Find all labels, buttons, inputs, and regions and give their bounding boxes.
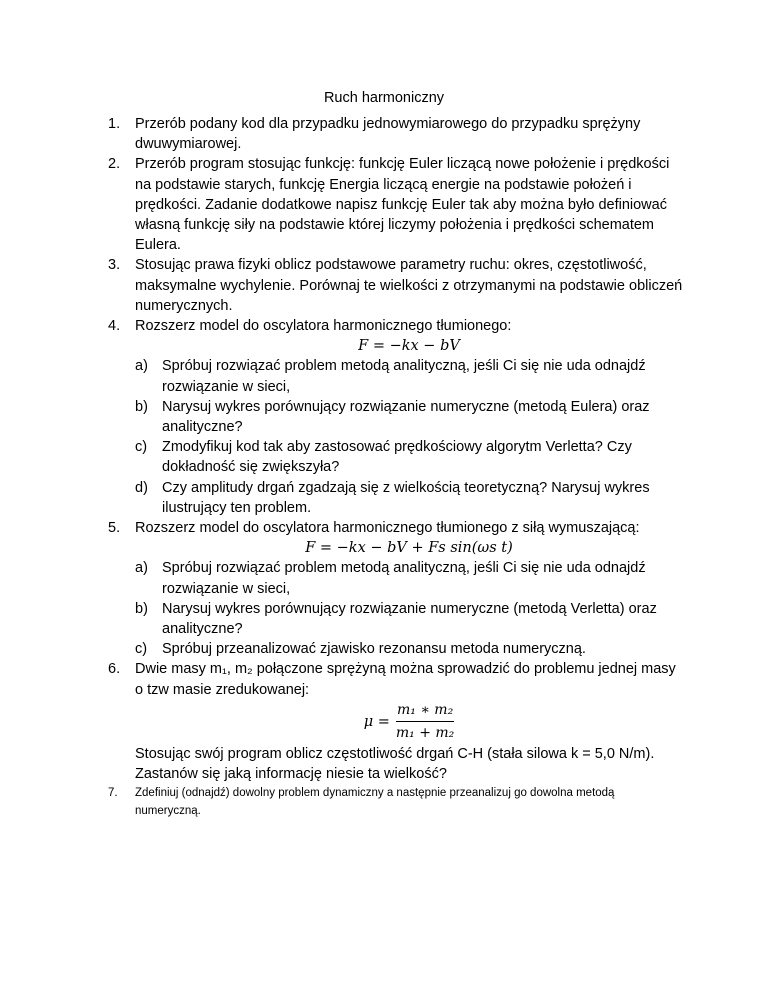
fraction — [396, 700, 454, 743]
sub-item-text: Spróbuj rozwiązać problem metodą analityczną, jeśli Ci się nie uda odnajdź rozwiązanie w sieci, — [162, 358, 646, 395]
sub-item-text: Spróbuj przeanalizować zjawisko rezonansu metoda numeryczną. — [162, 641, 586, 658]
item-text: Zdefiniuj (odnajdź) dowolny problem dynamiczny a następnie przeanalizuj go dowolna metodą numeryczną. — [135, 787, 615, 818]
list-item — [108, 784, 683, 820]
sub-item-letter: b) — [135, 398, 148, 415]
formula-lhs: μ = — [363, 713, 390, 730]
list-item — [108, 316, 683, 518]
sub-item-text: Spróbuj rozwiązać problem metodą analityczną, jeśli Ci się nie uda odnajdź rozwiązanie w sieci, — [162, 560, 646, 597]
list-item — [108, 114, 683, 154]
item-number: 4. — [108, 318, 121, 335]
sub-item — [135, 437, 683, 477]
list-item — [108, 518, 683, 659]
item-number: 1. — [108, 116, 121, 132]
item-text: Rozszerz model do oscylatora harmonicznego tłumionego: — [135, 318, 512, 335]
sub-item-letter: c) — [135, 641, 148, 658]
list-item — [108, 659, 683, 784]
sub-item — [135, 356, 683, 396]
item-text-continued: Stosując swój program oblicz częstotliwość drgań C-H (stała silowa k = 5,0 N/m). Zastanów się jaką informację niesie ta wielkość? — [135, 745, 655, 783]
sub-item — [135, 558, 683, 598]
document-title: Ruch harmoniczny — [323, 90, 445, 106]
item-number: 7. — [108, 787, 118, 800]
item-text: Rozszerz model do oscylatora harmonicznego tłumionego z siłą wymuszającą: — [135, 520, 640, 537]
driven-force-formula: F = −kx − bV + Fs sin(ωs t) — [305, 540, 513, 557]
fraction-line — [396, 721, 454, 722]
sub-item-letter: c) — [135, 439, 148, 456]
sub-item-text: Czy amplitudy drgań zgadzają się z wielkością teoretyczną? Narysuj wykres ilustrujący ten problem. — [162, 479, 650, 516]
sub-item-letter: a) — [135, 560, 148, 577]
sub-item-letter: b) — [135, 600, 148, 617]
item-number: 3. — [108, 257, 121, 274]
sub-item — [135, 397, 683, 437]
sub-item — [135, 478, 683, 518]
list-item — [108, 154, 683, 255]
sub-item-text: Narysuj wykres porównujący rozwiązanie numeryczne (metodą Verletta) oraz analityczne? — [162, 600, 657, 638]
sub-item-text: Narysuj wykres porównujący rozwiązanie numeryczne (metodą Eulera) oraz analityczne? — [162, 398, 650, 436]
fraction-numerator: m₁ ∗ m₂ — [396, 702, 454, 719]
item-number: 5. — [108, 520, 121, 537]
task-list — [108, 114, 683, 820]
reduced-mass-formula — [135, 700, 683, 744]
item-text: Stosując prawa fizyki oblicz podstawowe parametry ruchu: okres, częstotliwość, maksymalne wychylenie. Porównaj te wielkości z otrzymanymi na podstawie obliczeń numerycznych. — [135, 257, 683, 314]
item-text: Przerób podany kod dla przypadku jednowymiarowego do przypadku sprężyny dwuwymiarowej. — [135, 116, 641, 153]
item-text: Dwie masy m₁, m₂ połączone sprężyną można sprowadzić do problemu jednej masy o tzw masie zredukowanej: — [135, 661, 676, 698]
damped-force-formula: F = −kx − bV — [358, 338, 460, 355]
item-number: 2. — [108, 156, 121, 173]
item-text: Przerób program stosując funkcję: funkcję Euler liczącą nowe położenie i prędkości na podstawie starych, funkcję Energia liczącą energie na podstawie położeń i prędkości. Zadanie dodatkowe napisz funkcję Euler tak aby można było definiować własną funkcję siły na podstawie której liczymy położenia i prędkości schematem Eulera. — [135, 156, 670, 254]
sub-item-letter: a) — [135, 358, 148, 375]
item-number: 6. — [108, 661, 121, 678]
sub-item — [135, 639, 683, 659]
sub-item — [135, 599, 683, 639]
list-item — [108, 255, 683, 316]
fraction-denominator: m₁ + m₂ — [395, 725, 455, 742]
sub-item-letter: d) — [135, 479, 148, 496]
sub-item-text: Zmodyfikuj kod tak aby zastosować prędkościowy algorytm Verletta? Czy dokładność się zwiększyła? — [162, 439, 632, 476]
